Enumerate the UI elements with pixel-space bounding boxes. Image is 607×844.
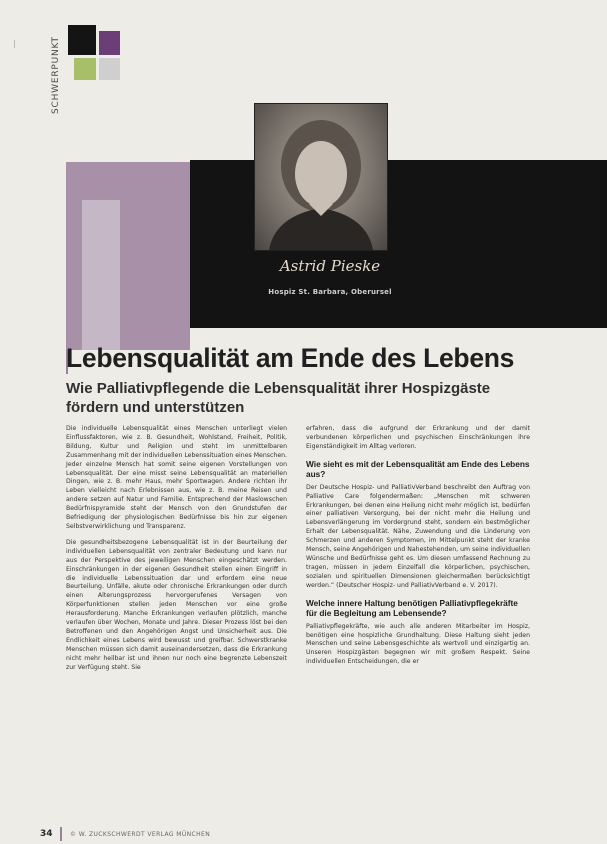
paragraph: Palliativpflegekräfte, wie auch alle anderen Mitarbeiter im Hospiz, benötigen eine hospizliche Grundhaltung. Diese Haltung sieht jeden Menschen und seine Lebensgeschichte als wertvoll und einzigartig an. Unseren Hospizgästen begegnen wir mit großem Respekt. Seine individuellen Entscheidungen, die er bbox=[306, 622, 530, 666]
author-band bbox=[190, 160, 607, 328]
left-column bbox=[66, 425, 287, 679]
paragraph: Der Deutsche Hospiz- und PalliativVerband beschreibt den Auftrag von Palliative Care folgendermaßen: „Menschen mit schweren Erkrankungen, bei denen eine Heilung nicht mehr möglich ist, bedürfen einer palliativen Versorgung, bei der nicht mehr die Heilung und Lebensverlängerung im Vordergrund steht, sondern ein bestmöglicher Erhalt der Lebensqualität. Nähe, Zuwendung und die Linderung von Schmerzen und anderen Symptomen, im Mittelpunkt steht der kranke Mensch, seine Angehörigen und Nahestehenden, um seine individuellen Wünsche und Bedürfnisse geht es. Um diesen umfassend Rechnung zu tragen, müssen in jedem Einzelfall die körperlichen, psychischen, sozialen und spirituellen Dimensionen gleichermaßen berücksichtigt werden.“ (Deutscher Hospiz- und PalliativVerband e. V. 2017). bbox=[306, 483, 530, 589]
article-title: Lebensqualität am Ende des Lebens bbox=[66, 343, 515, 373]
paragraph: erfahren, dass die aufgrund der Erkrankung und der damit verbundenen körperlichen und psychischen Einschränkungen ihre Eigenständigkeit im Alltag verloren. bbox=[306, 425, 530, 450]
header-square-grey bbox=[99, 58, 120, 80]
section-label: SCHWERPUNKT bbox=[51, 36, 61, 114]
paragraph: Die individuelle Lebensqualität eines Menschen unterliegt vielen Einflussfaktoren, wie z. B. Gesundheit, Wohlstand, Freiheit, Politik, Bildung, Kultur und Religion und steht im unmittelbaren Zusammenhang mit der individuellen Lebenssituation eines Menschen. Jeder einzelne Mensch hat somit seine eigenen Vorstellungen von Lebensqualität. Der eine misst seine Lebensqualität an materiellen Dingen, wie z. B. mehr Haus, mehr Sportwagen. Andere richten ihr Leben vielleicht nach Erlebnissen aus, wie z. B. meine Reisen und andere setzen auf Natur und Familie. Entsprechend der Maslowschen Bedürfnispyramide steht der Mensch von den Grundstufen der Befriedigung der physiologischen Bedürfnisse bis hin zur eigenen Selbstverwirklichung und Transparenz. bbox=[66, 425, 288, 530]
portrait-icon bbox=[255, 104, 387, 250]
section-heading: Welche innere Haltung benötigen Palliativpflegekräfte für die Begleitung am Lebensende? bbox=[306, 597, 518, 618]
article-subtitle: Wie Palliativpflegende die Lebensqualität ihrer Hospizgäste fördern und unterstützen bbox=[66, 380, 491, 416]
paragraph: Die gesundheitsbezogene Lebensqualität ist in der Beurteilung der individuellen Lebensqualität von zentraler Bedeutung und kann nur aus der Perspektive des jeweiligen Menschen eingeschätzt werden. Einschränkungen in der eigenen Gesundheit stellen einen Eingriff in die individuelle Lebenssituation dar und erfordern eine neue Beurteilung. Unfälle, akute oder chronische Erkrankungen oder durch einen Alterungsprozess hervorgerufenes Versagen von Körperfunktionen stellen jeden Menschen vor eine große Herausforderung. Manche Erkrankungen verlaufen plötzlich, manche verlaufen über Wochen, Monate und Jahre. Dieser Prozess löst bei den Betroffenen und den Angehörigen Angst und Unsicherheit aus. Die Endlichkeit eines Lebens wird bewusst und greifbar. Schwerstkranke Menschen müssen sich damit auseinandersetzen, dass die Erkrankung nicht mehr heilbar ist und ihnen nur noch eine begrenzte Lebenszeit zur Verfügung steht. Sie bbox=[66, 538, 287, 671]
drop-cap-letter bbox=[82, 200, 120, 350]
author-institution: Hospiz St. Barbara, Oberursel bbox=[268, 288, 392, 296]
author-name: Astrid Pieske bbox=[279, 257, 381, 275]
header-square-green bbox=[74, 58, 96, 80]
margin-mark bbox=[14, 40, 15, 48]
publisher-line: © W. ZUCKSCHWERDT VERLAG MÜNCHEN bbox=[70, 831, 211, 838]
page-number: 34 bbox=[40, 829, 53, 839]
author-photo bbox=[254, 103, 388, 251]
header-square-black bbox=[68, 25, 96, 55]
section-heading: Wie sieht es mit der Lebensqualität am Ende des Lebens aus? bbox=[306, 458, 530, 479]
header-square-violet bbox=[99, 31, 120, 55]
footer-accent-bar bbox=[60, 827, 62, 841]
right-column bbox=[306, 425, 530, 674]
